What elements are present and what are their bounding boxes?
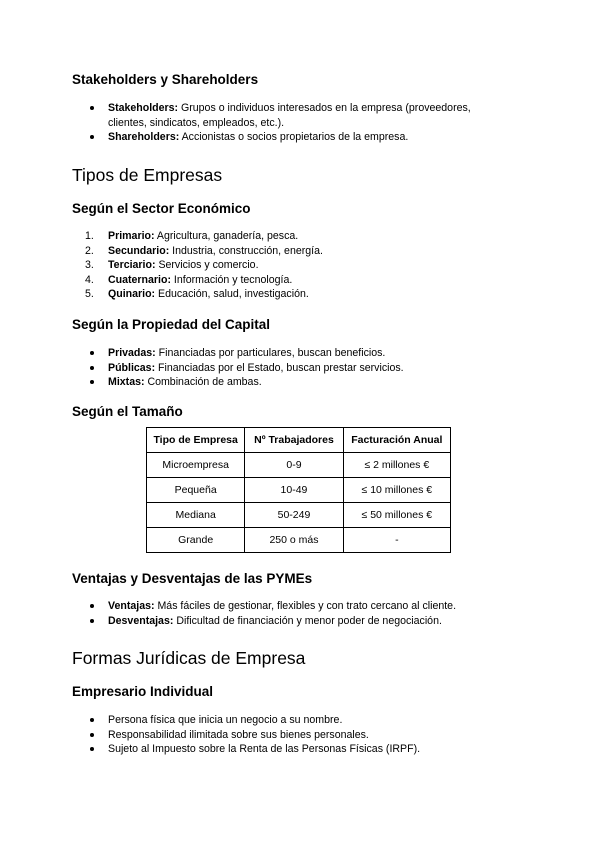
- table-header: Facturación Anual: [343, 428, 450, 453]
- list-item: Ventajas: Más fáciles de gestionar, flexibles y con trato cercano al cliente.: [72, 599, 532, 614]
- list-item: Privadas: Financiadas por particulares, buscan beneficios.: [72, 346, 512, 361]
- table-cell: Pequeña: [147, 478, 245, 503]
- stakeholders-heading: Stakeholders y Shareholders: [72, 72, 259, 87]
- table-cell: 0-9: [245, 453, 343, 478]
- sector-list: [72, 229, 512, 302]
- list-item: 3. Terciario: Servicios y comercio.: [85, 259, 259, 271]
- table-cell: 250 o más: [245, 528, 343, 553]
- size-table: [146, 427, 451, 553]
- list-item: 1. Primario: Agricultura, ganadería, pesca.: [85, 230, 299, 242]
- table-cell: Microempresa: [147, 453, 245, 478]
- list-item: Responsabilidad ilimitada sobre sus bienes personales.: [72, 728, 512, 743]
- individual-list: [72, 713, 512, 757]
- table-header: Tipo de Empresa: [147, 428, 245, 453]
- table-cell: -: [343, 528, 450, 553]
- list-item: 5. Quinario: Educación, salud, investigación.: [85, 288, 309, 300]
- table-cell: ≤ 10 millones €: [343, 478, 450, 503]
- table-row: [147, 453, 451, 478]
- individual-heading: Empresario Individual: [72, 684, 214, 699]
- table-cell: ≤ 50 millones €: [343, 503, 450, 528]
- list-item: Persona física que inicia un negocio a su nombre.: [72, 713, 512, 728]
- table-row: [147, 528, 451, 553]
- table-cell: Mediana: [147, 503, 245, 528]
- list-item: Mixtas: Combinación de ambas.: [72, 375, 512, 390]
- stakeholders-list: [72, 101, 512, 145]
- list-item: Desventajas: Dificultad de financiación y menor poder de negociación.: [72, 614, 532, 629]
- list-item: Sujeto al Impuesto sobre la Renta de las Personas Físicas (IRPF).: [72, 742, 512, 757]
- pymes-list: [72, 599, 532, 628]
- list-item: Stakeholders: Grupos o individuos interesados en la empresa (proveedores, clientes, sindicatos, empleados, etc.).: [72, 101, 512, 130]
- list-item: 4. Cuaternario: Información y tecnología.: [85, 273, 293, 286]
- table-cell: 50-249: [245, 503, 343, 528]
- table-header: Nº Trabajadores: [245, 428, 343, 453]
- list-item: 2. Secundario: Industria, construcción, energía.: [85, 244, 323, 257]
- list-item: Públicas: Financiadas por el Estado, buscan prestar servicios.: [72, 361, 512, 376]
- propiedad-list: [72, 346, 512, 390]
- table-cell: 10-49: [245, 478, 343, 503]
- table-row: [147, 478, 451, 503]
- formas-heading: Formas Jurídicas de Empresa: [72, 648, 306, 668]
- table-row: [147, 503, 451, 528]
- tipos-heading: Tipos de Empresas: [72, 165, 223, 185]
- pymes-heading: Ventajas y Desventajas de las PYMEs: [72, 571, 313, 586]
- table-cell: Grande: [147, 528, 245, 553]
- list-item: Shareholders: Accionistas o socios propietarios de la empresa.: [72, 130, 512, 145]
- tamano-heading: Según el Tamaño: [72, 404, 183, 419]
- table-header-row: [147, 428, 451, 453]
- propiedad-heading: Según la Propiedad del Capital: [72, 317, 271, 332]
- sector-heading: Según el Sector Económico: [72, 201, 251, 216]
- table-cell: ≤ 2 millones €: [343, 453, 450, 478]
